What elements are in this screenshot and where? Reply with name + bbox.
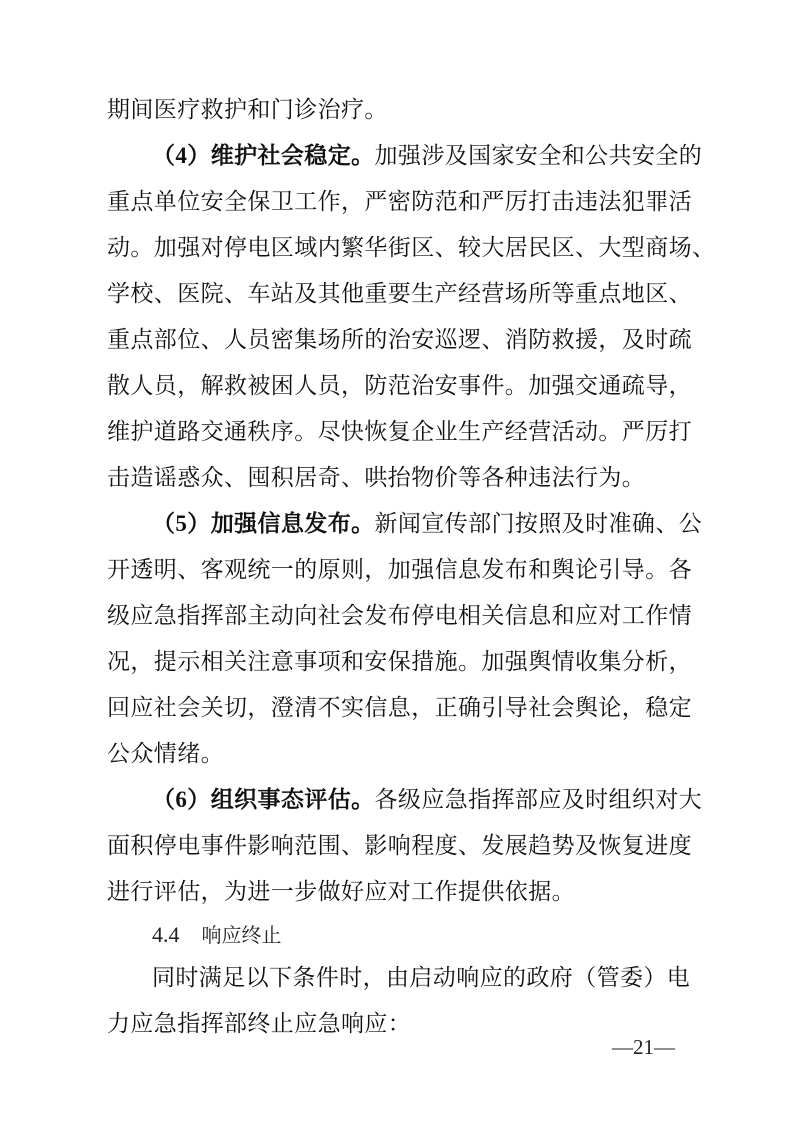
conditions-intro: 同时满足以下条件时，由启动响应的政府（管委）电 <box>152 965 691 991</box>
body-text-line: 况，提示相关注意事项和安保措施。加强舆情收集分析， <box>107 649 692 675</box>
body-text-line: 动。加强对停电区域内繁华街区、较大居民区、大型商场、 <box>107 235 716 261</box>
body-text-line: 进行评估，为进一步做好应对工作提供依据。 <box>107 879 575 905</box>
item-4-title: 维护社会稳定。 <box>210 143 375 169</box>
item-4-number: （4） <box>152 143 211 168</box>
body-text-line: 力应急指挥部终止应急响应： <box>107 1011 412 1037</box>
body-text-line: 学校、医院、车站及其他重要生产经营场所等重点地区、 <box>107 281 692 307</box>
item-5-title: 加强信息发布。 <box>210 511 375 537</box>
body-text-line: 维护道路交通秩序。尽快恢复企业生产经营活动。严厉打 <box>107 419 692 445</box>
body-text-line: 重点部位、人员密集场所的治安巡逻、消防救援，及时疏 <box>107 327 692 353</box>
body-text-line: 散人员，解救被困人员，防范治安事件。加强交通疏导， <box>107 373 692 399</box>
item-6-text: 各级应急指挥部应及时组织对大 <box>374 787 703 813</box>
body-text-line: 回应社会关切，澄清不实信息，正确引导社会舆论，稳定 <box>107 695 692 721</box>
body-text-line: 重点单位安全保卫工作，严密防范和严厉打击违法犯罪活 <box>107 189 692 215</box>
item-6-heading-line <box>152 784 736 816</box>
section-heading <box>152 919 282 951</box>
body-text-line: 面积停电事件影响范围、影响程度、发展趋势及恢复进度 <box>107 833 692 859</box>
page-number: —21— <box>612 1035 675 1059</box>
body-text-line: 开透明、客观统一的原则，加强信息发布和舆论引导。各 <box>107 557 692 583</box>
item-5-heading-line <box>152 508 736 540</box>
item-5-number: （5） <box>152 511 211 536</box>
item-6-title: 组织事态评估。 <box>210 787 375 813</box>
item-5-text: 新闻宣传部门按照及时准确、公 <box>374 511 703 537</box>
body-text-line: 击造谣惑众、囤积居奇、哄抬物价等各种违法行为。 <box>107 465 646 491</box>
body-text-line: 公众情绪。 <box>107 741 224 767</box>
item-4-heading-line <box>152 140 736 172</box>
body-text-line: 级应急指挥部主动向社会发布停电相关信息和应对工作情 <box>107 603 692 629</box>
item-6-number: （6） <box>152 787 211 812</box>
body-text-line: 期间医疗救护和门诊治疗。 <box>107 97 388 123</box>
section-number: 4.4 <box>152 922 180 947</box>
item-4-text: 加强涉及国家安全和公共安全的 <box>374 143 703 169</box>
section-title: 响应终止 <box>201 923 282 947</box>
